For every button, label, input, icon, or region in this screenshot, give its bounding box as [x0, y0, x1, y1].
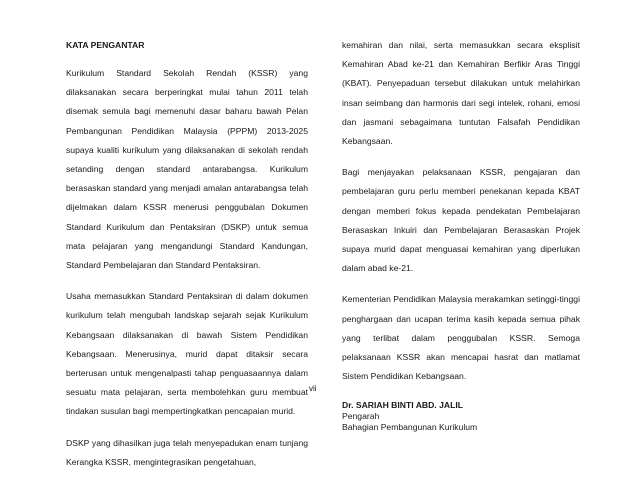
paragraph-assessment: Usaha memasukkan Standard Pentaksiran di dalam dokumen kurikulum telah mengubah landskap sejarah sejak Kurikulum Kebangsaan dilaksanakan di bawah Sistem Pendidikan Kebangsaan. Menerusinya, murid dapat ditaksir secara berterusan untuk mengenalpasti tahap penguasaannya dalam sesuatu mata pelajaran, serta membolehkan guru membuat tindakan susulan bagi mempertingkatkan pencapaian murid. [66, 291, 308, 417]
paragraph-implementation: Bagi menjayakan pelaksanaan KSSR, pengajaran dan pembelajaran guru perlu memberi penekanan kepada KBAT dengan memberi fokus kepada pendekatan Pembelajaran Berasaskan Inkuiri dan Pembelajaran Berasaskan Projek supaya murid dapat menguasai kemahiran yang diperlukan dalam abad ke-21. [342, 167, 580, 274]
signatory-name: Dr. SARIAH BINTI ABD. JALIL [342, 400, 463, 411]
signatory-title: Pengarah [342, 411, 380, 422]
signatory-department: Bahagian Pembangunan Kurikulum [342, 422, 478, 433]
left-column [66, 40, 308, 484]
page-heading: KATA PENGANTAR [66, 40, 145, 50]
paragraph-intro: Kurikulum Standard Sekolah Rendah (KSSR) yang dilaksanakan secara berperingkat mulai tahun 2011 telah disemak semula bagi memenuhi dasar baharu bawah Pelan Pembangunan Pendidikan Malaysia (PPPM) 2013-2025 supaya kualiti kurikulum yang dilaksanakan di sekolah rendah setanding dengan standard antarabangsa. Kurikulum berasaskan standard yang menjadi amalan antarabangsa telah dijelmakan dalam KSSR menerusi penggubalan Dokumen Standard Kurikulum dan Pentaksiran (DSKP) untuk semua mata pelajaran yang mengandungi Standard Kandungan, Standard Pembelajaran dan Standard Pentaksiran. [66, 68, 308, 271]
right-column [342, 40, 580, 433]
paragraph-skills: kemahiran dan nilai, serta memasukkan secara eksplisit Kemahiran Abad ke-21 dan Kemahiran Berfikir Aras Tinggi (KBAT). Penyepaduan tersebut dilakukan untuk melahirkan insan seimbang dan harmonis dari segi intelek, rohani, emosi dan jasmani sebagaimana tuntutan Falsafah Pendidikan Kebangsaan. [342, 40, 580, 147]
paragraph-acknowledgement: Kementerian Pendidikan Malaysia merakamkan setinggi-tinggi penghargaan dan ucapan terima kasih kepada semua pihak yang terlibat dalam penggubalan KSSR. Semoga pelaksanaan KSSR akan mencapai hasrat dan matlamat Sistem Pendidikan Kebangsaan. [342, 294, 580, 382]
paragraph-dskp: DSKP yang dihasilkan juga telah menyepadukan enam tunjang Kerangka KSSR, mengintegrasikan pengetahuan, [66, 437, 308, 467]
page-number: vii [309, 384, 317, 393]
